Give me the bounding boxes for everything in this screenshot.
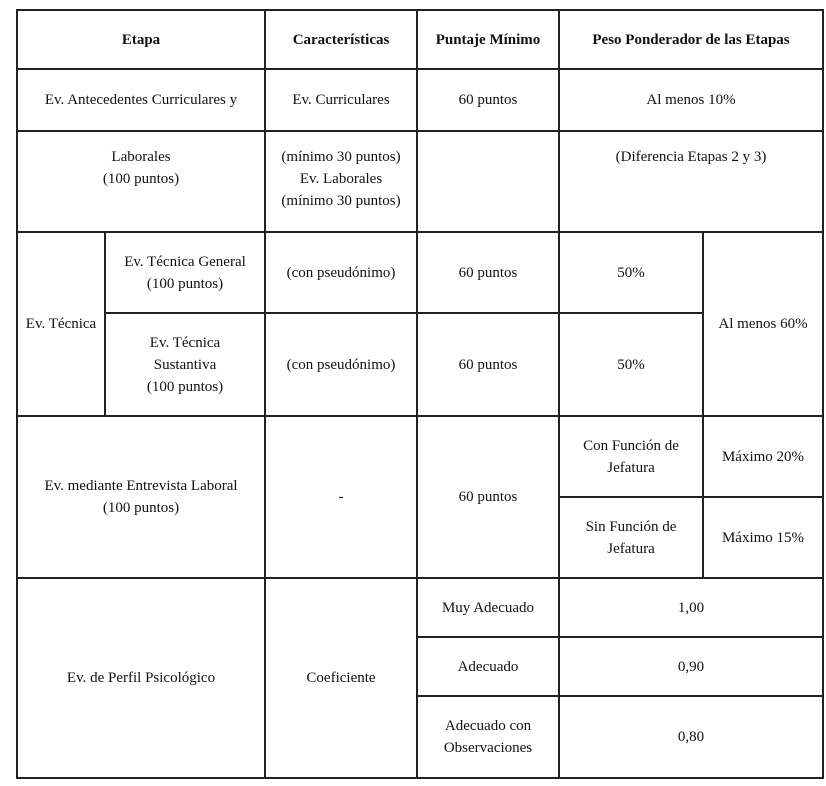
psicologico-nivel <box>417 696 559 778</box>
header-peso-ponderador: Peso Ponderador de las Etapas <box>559 10 823 69</box>
laborales-caracteristica <box>265 131 417 232</box>
laborales-puntaje-empty <box>417 131 559 232</box>
laborales-caract-line-3: (mínimo 30 puntos) <box>281 193 401 209</box>
psicologico-nivel-3-line-1: Adecuado con <box>444 718 532 734</box>
tecnica-etapa: Ev. Técnica <box>17 232 105 416</box>
psicologico-valor: 0,90 <box>559 637 823 696</box>
antecedentes-peso: Al menos 10% <box>559 69 823 131</box>
laborales-etapa <box>17 131 265 232</box>
header-row <box>17 10 823 69</box>
entrevista-etapa <box>17 416 265 578</box>
tecnica-sustantiva-caracteristica: (con pseudónimo) <box>265 313 417 416</box>
psicologico-caracteristica: Coeficiente <box>265 578 417 778</box>
psicologico-nivel <box>417 578 559 637</box>
row-laborales <box>17 131 823 232</box>
con-jefatura-line-1: Con Función de <box>583 437 679 454</box>
psicologico-valor: 1,00 <box>559 578 823 637</box>
tecnica-sustantiva-line-2: Sustantiva <box>153 356 217 373</box>
tecnica-general-caracteristica: (con pseudónimo) <box>265 232 417 313</box>
tecnica-sustantiva-line-1: Ev. Técnica <box>149 334 221 351</box>
row-entrevista-con-jefatura <box>17 416 823 497</box>
con-jefatura-line-2: Jefatura <box>607 459 655 476</box>
antecedentes-puntaje: 60 puntos <box>417 69 559 131</box>
header-caracteristicas: Características <box>265 10 417 69</box>
entrevista-con-jefatura-peso: Máximo 20% <box>703 416 823 497</box>
psicologico-nivel-1-line-1: Muy Adecuado <box>441 599 535 616</box>
tecnica-general-line-2: (100 puntos) <box>146 275 224 292</box>
laborales-etapa-line-2: (100 puntos) <box>102 171 180 187</box>
psicologico-etapa: Ev. de Perfil Psicológico <box>17 578 265 778</box>
header-puntaje-minimo: Puntaje Mínimo <box>417 10 559 69</box>
psicologico-nivel-2-line-1: Adecuado <box>457 658 519 675</box>
entrevista-sin-jefatura <box>559 497 703 578</box>
tecnica-peso-total: Al menos 60% <box>703 232 823 416</box>
tecnica-general-puntaje: 60 puntos <box>417 232 559 313</box>
evaluation-stages-table <box>16 9 824 779</box>
laborales-caract-line-1: (mínimo 30 puntos) <box>281 149 401 165</box>
antecedentes-caracteristica: Ev. Curriculares <box>265 69 417 131</box>
psicologico-nivel <box>417 637 559 696</box>
entrevista-con-jefatura <box>559 416 703 497</box>
sin-jefatura-line-2: Jefatura <box>607 540 655 557</box>
entrevista-puntaje: 60 puntos <box>417 416 559 578</box>
row-tecnica-general <box>17 232 823 313</box>
tecnica-sustantiva-nombre <box>105 313 265 416</box>
laborales-caract-line-2: Ev. Laborales <box>299 171 383 187</box>
entrevista-etapa-line-2: (100 puntos) <box>102 500 180 516</box>
tecnica-general-nombre <box>105 232 265 313</box>
tecnica-sustantiva-peso: 50% <box>559 313 703 416</box>
psicologico-valor: 0,80 <box>559 696 823 778</box>
entrevista-etapa-line-1: Ev. mediante Entrevista Laboral <box>44 478 238 494</box>
psicologico-nivel-3-line-2: Observaciones <box>443 740 533 756</box>
antecedentes-etapa: Ev. Antecedentes Curriculares y <box>17 69 265 131</box>
entrevista-caracteristica: - <box>265 416 417 578</box>
row-psicologico-1 <box>17 578 823 637</box>
row-antecedentes <box>17 69 823 131</box>
header-etapa: Etapa <box>17 10 265 69</box>
tecnica-general-line-1: Ev. Técnica General <box>124 253 246 270</box>
tecnica-sustantiva-puntaje: 60 puntos <box>417 313 559 416</box>
laborales-peso: (Diferencia Etapas 2 y 3) <box>559 131 823 232</box>
laborales-etapa-line-1: Laborales <box>111 149 171 165</box>
entrevista-sin-jefatura-peso: Máximo 15% <box>703 497 823 578</box>
row-tecnica-sustantiva <box>17 313 823 416</box>
sin-jefatura-line-1: Sin Función de <box>585 518 677 535</box>
tecnica-sustantiva-line-3: (100 puntos) <box>146 378 224 395</box>
tecnica-general-peso: 50% <box>559 232 703 313</box>
